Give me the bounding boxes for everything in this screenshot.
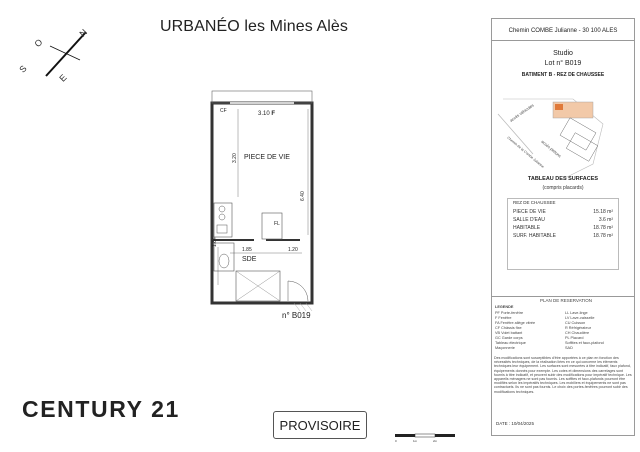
compass [10,18,100,88]
legend-item: PL Placard [565,336,584,340]
surface-value: 18.78 m² [593,225,613,231]
legend-item: GC Garde corps [495,336,523,340]
site-map [493,94,633,184]
dim-sde-w2: 1.20 [288,247,298,253]
legend-item: LL Lave-linge [565,311,588,315]
surfaces-level: REZ DE CHAUSSEE [513,200,556,205]
surface-label: SALLE D'EAU [513,217,545,223]
brand-logo: CENTURY 21 [22,396,180,422]
dim-vert1: 3.20 [232,153,238,163]
site-label-1: accès véhicules [508,102,535,123]
legend-item: PF Porte-fenêtre [495,311,524,315]
disclaimer-notes [494,356,633,418]
surface-label: SURF. HABITABLE [513,233,556,239]
cf-label: CF [220,108,227,114]
legend-item: F Fenêtre [495,316,512,320]
compass-west: O [32,36,45,50]
floor-plan [190,85,340,325]
legend-item: SAD [565,346,573,350]
surface-row [513,233,613,239]
reservation-plan-label: PLAN DE RESERVATION [540,298,593,303]
dim-top: 3.10 F [258,111,276,117]
divider [491,40,635,41]
legend-item: R Réfrigérateur [565,326,591,330]
address: Chemin COMBE Julianne - 30 100 ALES [508,28,618,34]
surfaces-subtitle: (compris placards) [542,185,584,191]
site-label-3: Chemin de la Combe Julianne [506,135,545,169]
dim-vert2: 6.40 [300,191,306,201]
surface-row [513,217,613,223]
legend-item: VB Volet battant [495,331,523,335]
surface-label: PIECE DE VIE [513,209,546,215]
disclaimer-text: Des modifications sont susceptibles d'être apportées à ce plan en fonction des nécessités techniques, de la réalisation liées en ce qui concerne les éléments techniques leur équipement. Les surfaces sont mesurées à titre indicatif, faux plafond, équipements donnés pour exemple. Les cotes et dimensions des carrelages sont fournis à titre indicatif, et peuvent subir des modifications pour impératif technique. Les appareils ménagers ne sont pas fournis. Les soffites et faux-plafonds pourront être modifiés selon les impératifs techniques. Les mobiliers et équipements ne sont pas contractuels. Ils ne sont pas fournis. Le choix des portes-fenêtres pourront subir des modifications techniques. [494,356,632,394]
surfaces-title: TABLEAU DES SURFACES [527,176,599,182]
legend-item: CH Chaudière [565,331,590,335]
legend-item: Soffites et faux-plafond [565,341,604,345]
scale-c: 2m [433,439,438,442]
scale-a: 0 [395,439,397,442]
compass-arrow-icon [10,18,100,88]
divider [491,296,635,297]
room-living: PIECE DE VIE [244,154,290,161]
legend-item: Tableau électrique [495,341,526,345]
unit-type: Studio [553,50,573,57]
building-level: BATIMENT B - REZ DE CHAUSSEE [521,72,605,78]
scale-b: 1m [413,439,418,442]
surface-row [513,225,613,231]
scale-bar [395,432,455,442]
surface-value: 15.18 m² [593,209,613,215]
plan-date: DATE : 10/04/2025 [496,421,534,426]
provisoire-stamp: PROVISOIRE [273,411,367,439]
surface-row [513,209,613,215]
fl-label: FL [274,221,280,227]
surface-value: 18.78 m² [593,233,613,239]
legend-item: Maçonnerie [495,346,515,350]
lot-caption: n° B019 [282,311,311,320]
compass-south: S [17,63,29,75]
legend-item: CU Cuisson [565,321,586,325]
lot-number: Lot n° B019 [544,60,582,67]
site-label-2: accès piétons [540,138,563,159]
dim-sde-w: 1.85 [242,247,252,253]
legend-title: LEGENDE [495,305,514,309]
surface-value: 3.6 m² [598,217,613,223]
legend-item: CF Châssis fixe [495,326,522,330]
room-sde: SDE [242,256,257,263]
dim-vert3: 1.64 [212,237,218,247]
project-title: URBANÉO les Mines Alès [160,18,349,35]
legend-item: FA Fenêtre allège vitrée [495,321,536,325]
legend [493,301,633,357]
legend-item: LV Lave-vaisselle [565,316,595,320]
compass-east: E [57,72,69,84]
surface-label: HABITABLE [513,225,541,231]
compass-north: N [77,27,90,39]
